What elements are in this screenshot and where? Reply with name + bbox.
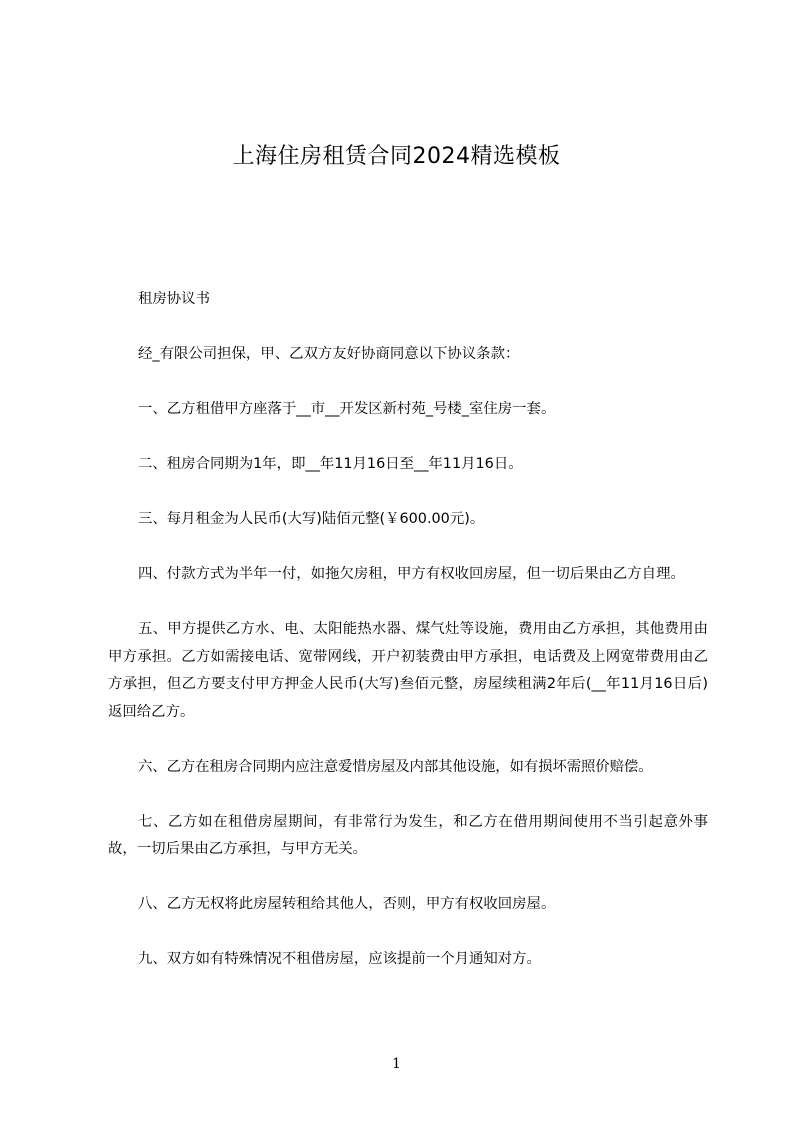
- document-title: 上海住房租赁合同2024精选模板: [232, 144, 561, 169]
- clause-4: 四、付款方式为半年一付，如拖欠房租，甲方有权收回房屋，但一切后果由乙方自理。: [138, 566, 685, 582]
- clause-6: 六、乙方在租房合同期内应注意爱惜房屋及内部其他设施，如有损坏需照价赔偿。: [138, 758, 653, 775]
- clause-9: 九、双方如有特殊情况不租借房屋，应该提前一个月通知对方。: [138, 951, 541, 967]
- clause-1: 一、乙方租借甲方座落于__市__开发区新村苑_号楼_室住房一套。: [138, 401, 556, 417]
- page-number: 1: [392, 1056, 401, 1072]
- clause-2: 二、租房合同期为1年，即__年11月16日至__年11月16日。: [138, 456, 523, 472]
- clause-8: 八、乙方无权将此房屋转租给其他人，否则，甲方有权收回房屋。: [138, 896, 556, 912]
- paragraph-heading: 租房协议书: [138, 291, 210, 307]
- clause-3: 三、每月租金为人民币(大写)陆佰元整(￥600.00元)。: [138, 511, 485, 527]
- clause-7: 七、乙方如在租借房屋期间，有非常行为发生，和乙方在借用期间使用不当引起意外事故，一切后果由乙方承担，与甲方无关。: [108, 813, 708, 857]
- document-body: [108, 286, 708, 1001]
- clause-5: 五、甲方提供乙方水、电、太阳能热水器、煤气灶等设施，费用由乙方承担，其他费用由甲方承担。乙方如需接电话、宽带网线，开户初装费由甲方承担，电话费及上网宽带费用由乙方承担，但乙方要支付甲方押金人民币(大写)叁佰元整，房屋续租满2年后(__年11月16日后)返回给乙方。: [108, 621, 708, 720]
- paragraph-guarantee: 经_有限公司担保，甲、乙双方友好协商同意以下协议条款：: [138, 346, 520, 362]
